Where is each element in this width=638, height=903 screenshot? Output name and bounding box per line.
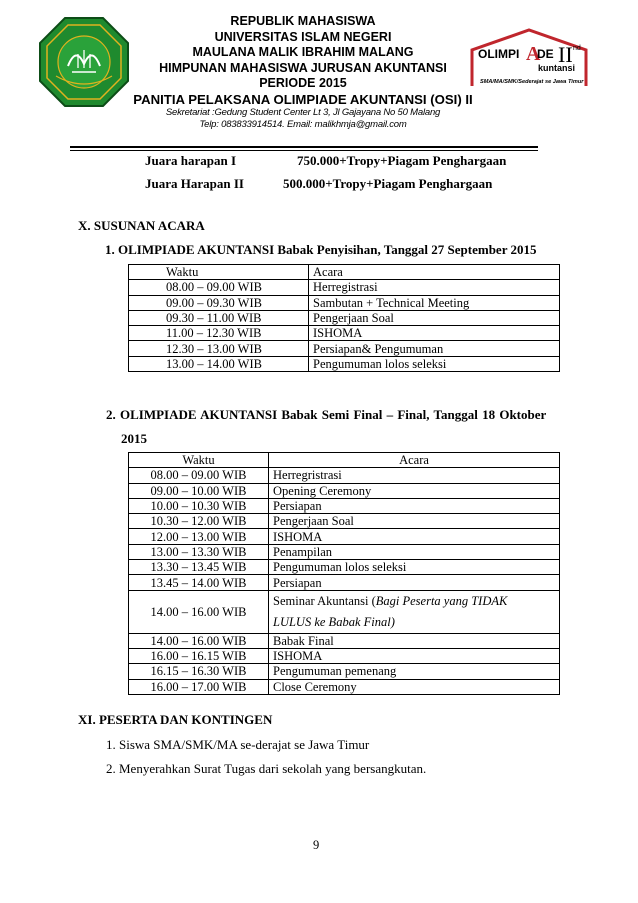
table-row xyxy=(129,544,560,559)
table-row xyxy=(129,483,560,498)
activity-cell: Sambutan + Technical Meeting xyxy=(309,295,560,310)
schedule-table-final xyxy=(128,452,560,695)
column-header: Acara xyxy=(269,453,560,468)
time-cell: 10.00 – 10.30 WIB xyxy=(129,498,269,513)
activity-cell: Opening Ceremony xyxy=(269,483,560,498)
table-row xyxy=(129,341,560,356)
column-header: Waktu xyxy=(129,265,309,280)
list-item: 1. Siswa SMA/SMK/MA se-derajat se Jawa Timur xyxy=(106,737,370,752)
time-cell: 11.00 – 12.30 WIB xyxy=(129,326,309,341)
activity-cell: Herregistrasi xyxy=(309,280,560,295)
header-line: UNIVERSITAS ISLAM NEGERI xyxy=(214,29,392,44)
activity-cell: Persiapan xyxy=(269,498,560,513)
section-heading: X. SUSUNAN ACARA xyxy=(78,218,205,233)
logo-text: OLIMPI xyxy=(478,47,520,61)
olimpiade-logo xyxy=(470,28,588,88)
subsection-heading: 1. OLIMPIADE AKUNTANSI Babak Penyisihan, Tanggal 27 September 2015 xyxy=(105,242,537,257)
activity-cell: Pengumuman lolos seleksi xyxy=(269,560,560,575)
time-cell: 10.30 – 12.00 WIB xyxy=(129,514,269,529)
table-row xyxy=(129,560,560,575)
column-header: Waktu xyxy=(129,453,269,468)
header-rule xyxy=(70,146,538,148)
activity-cell: Pengerjaan Soal xyxy=(269,514,560,529)
table-row xyxy=(129,664,560,679)
time-cell: 14.00 – 16.00 WIB xyxy=(129,590,269,633)
time-cell: 16.00 – 16.15 WIB xyxy=(129,648,269,663)
table-row xyxy=(129,498,560,513)
header-line: MAULANA MALIK IBRAHIM MALANG xyxy=(192,45,414,59)
time-cell: 16.00 – 17.00 WIB xyxy=(129,679,269,694)
logo-text: DE xyxy=(537,47,554,61)
table-row xyxy=(129,679,560,694)
activity-cell: Close Ceremony xyxy=(269,679,560,694)
letterhead-text xyxy=(130,14,476,131)
activity-cell xyxy=(269,590,560,633)
table-row xyxy=(129,295,560,310)
time-cell: 08.00 – 09.00 WIB xyxy=(129,468,269,483)
table-row xyxy=(129,575,560,590)
activity-cell: Babak Final xyxy=(269,633,560,648)
activity-cell: Pengumuman pemenang xyxy=(269,664,560,679)
activity-cell: Pengumuman lolos seleksi xyxy=(309,356,560,371)
table-header-row xyxy=(129,453,560,468)
page-number: 9 xyxy=(313,838,320,852)
time-cell: 08.00 – 09.00 WIB xyxy=(129,280,309,295)
schedule-table-preliminary xyxy=(128,264,560,372)
logo-sub: kuntansi xyxy=(538,63,576,73)
header-line: REPUBLIK MAHASISWA xyxy=(230,14,376,28)
time-cell: 13.00 – 13.30 WIB xyxy=(129,544,269,559)
activity-cell: Persiapan& Pengumuman xyxy=(309,341,560,356)
letterhead xyxy=(0,0,638,150)
table-row xyxy=(129,590,560,633)
prize-value: 750.000+Tropy+Piagam Penghargaan xyxy=(297,153,507,168)
prize-label: Juara harapan I xyxy=(145,153,237,168)
table-row xyxy=(129,648,560,663)
activity-cell: ISHOMA xyxy=(269,648,560,663)
time-cell: 13.45 – 14.00 WIB xyxy=(129,575,269,590)
svg-text:A: A xyxy=(526,43,541,65)
time-cell: 13.30 – 13.45 WIB xyxy=(129,560,269,575)
contact-line: Telp: 083833914514. Email: malikhmja@gmail.com xyxy=(199,119,407,130)
activity-cell: Penampilan xyxy=(269,544,560,559)
activity-cell: Herregristrasi xyxy=(269,468,560,483)
university-logo xyxy=(38,16,130,108)
subsection-heading: 2. OLIMPIADE AKUNTANSI Babak Semi Final – Final, Tanggal 18 Oktober xyxy=(106,407,547,422)
logo-roman: II xyxy=(558,42,573,67)
time-cell: 14.00 – 16.00 WIB xyxy=(129,633,269,648)
table-row xyxy=(129,529,560,544)
address-line: Sekretariat :Gedung Student Center Lt 3, Jl Gajayana No 50 Malang xyxy=(165,107,441,118)
header-rule xyxy=(70,150,538,151)
list-item: 2. Menyerahkan Surat Tugas dari sekolah yang bersangkutan. xyxy=(106,761,427,776)
seminar-note: LULUS ke Babak Final) xyxy=(273,614,395,629)
time-cell: 09.00 – 09.30 WIB xyxy=(129,295,309,310)
activity-cell: ISHOMA xyxy=(269,529,560,544)
activity-cell: Persiapan xyxy=(269,575,560,590)
seminar-note: Bagi Peserta yang TIDAK xyxy=(375,593,508,608)
time-cell: 13.00 – 14.00 WIB xyxy=(129,356,309,371)
seminar-text: Seminar Akuntansi ( xyxy=(273,593,376,608)
table-header-row xyxy=(129,265,560,280)
column-header: Acara xyxy=(309,265,560,280)
prize-value: 500.000+Tropy+Piagam Penghargaan xyxy=(283,176,493,191)
table-row xyxy=(129,356,560,371)
time-cell: 09.00 – 10.00 WIB xyxy=(129,483,269,498)
table-row xyxy=(129,633,560,648)
header-line: PERIODE 2015 xyxy=(259,76,347,90)
table-row xyxy=(129,280,560,295)
activity-cell: ISHOMA xyxy=(309,326,560,341)
prize-label: Juara Harapan II xyxy=(145,176,244,191)
table-row xyxy=(129,310,560,325)
time-cell: 12.00 – 13.00 WIB xyxy=(129,529,269,544)
header-line: PANITIA PELAKSANA OLIMPIADE AKUNTANSI (OSI) II xyxy=(133,91,473,107)
table-row xyxy=(129,514,560,529)
logo-tagline: SMA/MA/SMK/Sederajat se Jawa Timur xyxy=(480,79,584,85)
time-cell: 12.30 – 13.00 WIB xyxy=(129,341,309,356)
section-heading: XI. PESERTA DAN KONTINGEN xyxy=(78,712,273,727)
header-line: HIMPUNAN MAHASISWA JURUSAN AKUNTANSI xyxy=(159,60,447,75)
logo-sup: nd xyxy=(573,45,581,52)
time-cell: 09.30 – 11.00 WIB xyxy=(129,310,309,325)
activity-cell: Pengerjaan Soal xyxy=(309,310,560,325)
table-row xyxy=(129,326,560,341)
subsection-heading-cont: 2015 xyxy=(121,431,147,446)
time-cell: 16.15 – 16.30 WIB xyxy=(129,664,269,679)
table-row xyxy=(129,468,560,483)
